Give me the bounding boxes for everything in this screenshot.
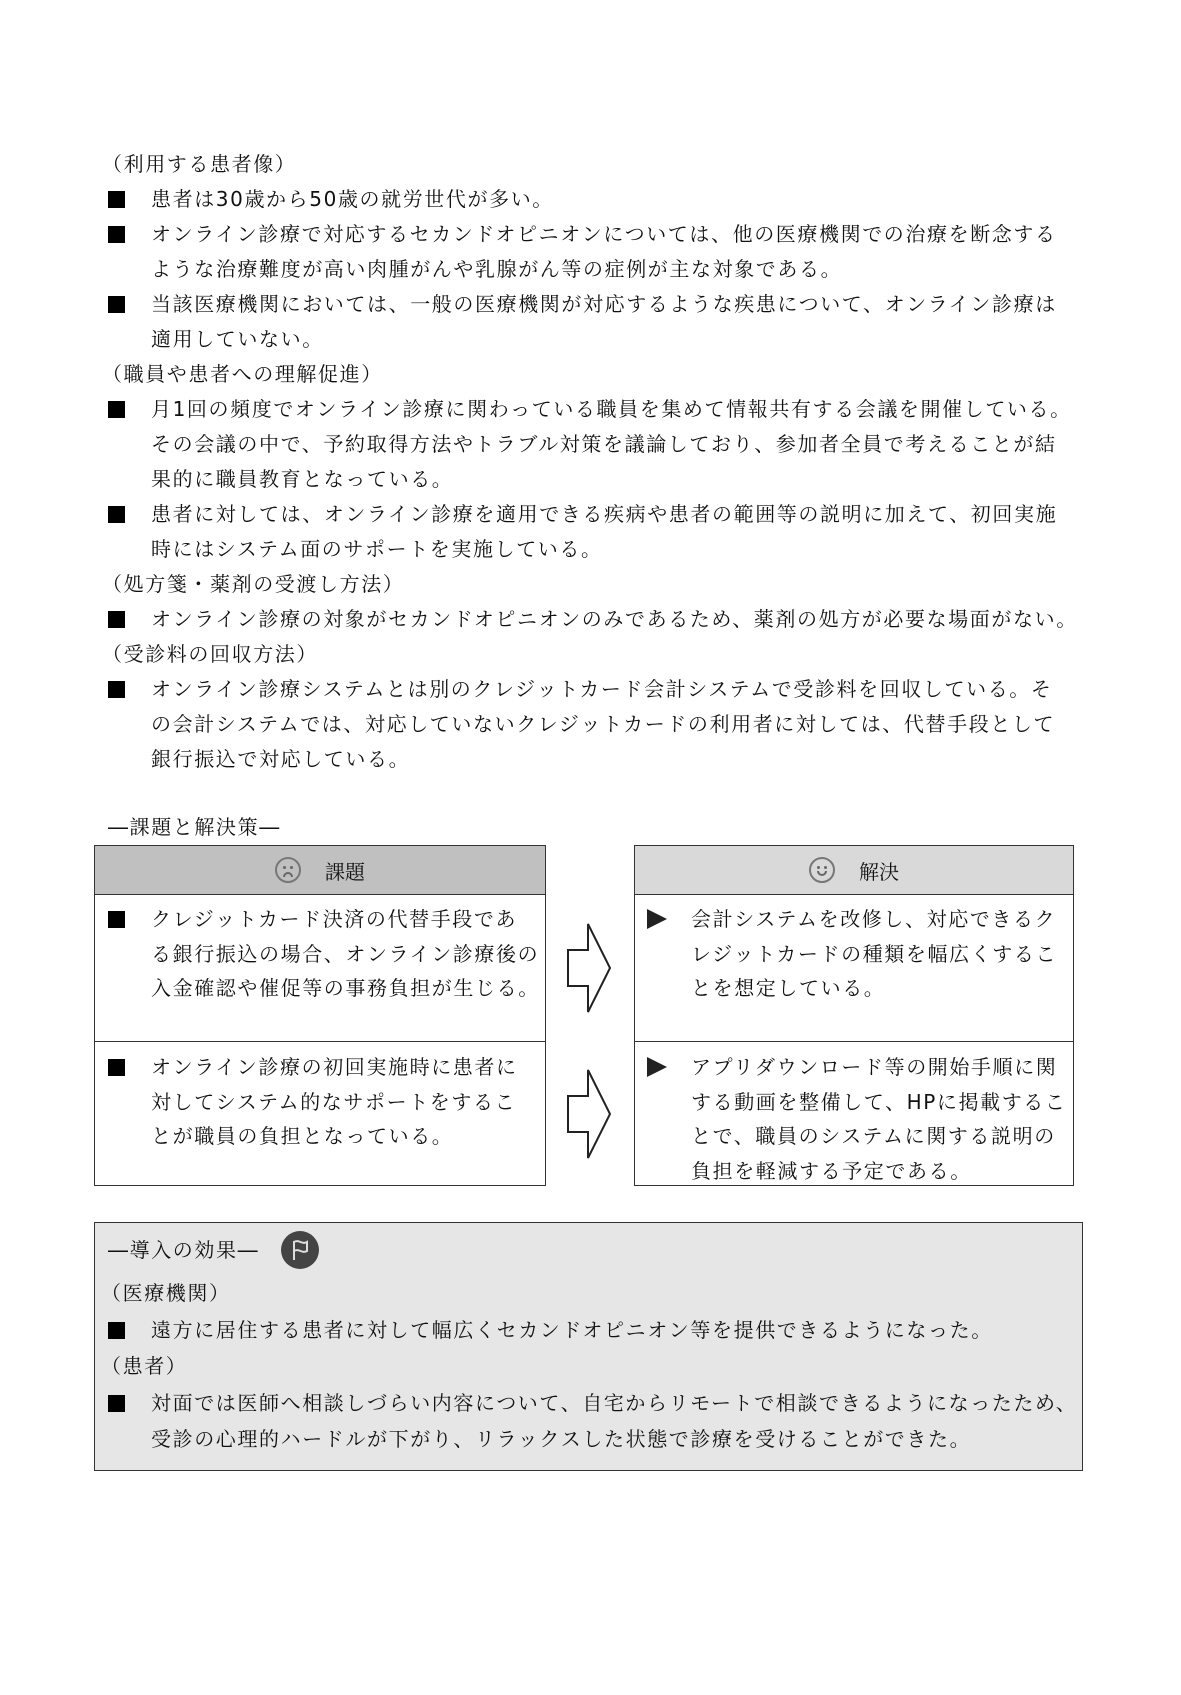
sad-face-icon	[275, 857, 301, 883]
solution-header-label: 解決	[859, 859, 899, 884]
square-bullet-icon	[108, 401, 125, 418]
issue-text: 入金確認や催促等の事務負担が生じる。	[151, 976, 540, 1000]
solution-text: とを想定している。	[691, 976, 886, 1000]
bullet-text: 適用していない。	[151, 327, 324, 351]
square-bullet-icon	[108, 681, 125, 698]
bullet-text: の会計システムでは、対応していないクレジットカードの利用者に対しては、代替手段として	[151, 712, 1056, 736]
square-bullet-icon	[108, 506, 125, 523]
effects-box	[94, 1222, 1083, 1471]
issue-text: オンライン診療の初回実施時に患者に	[151, 1055, 518, 1079]
right-arrow-icon	[566, 922, 612, 1014]
square-bullet-icon	[108, 611, 125, 628]
bullet-text: 果的に職員教育となっている。	[151, 467, 454, 491]
solution-text: 負担を軽減する予定である。	[691, 1158, 972, 1183]
issue-text: クレジットカード決済の代替手段であ	[151, 907, 518, 931]
issue-text: とが職員の負担となっている。	[151, 1124, 454, 1148]
bullet-text: オンライン診療システムとは別のクレジットカード会計システムで受診料を回収している。そ	[151, 677, 1053, 701]
square-bullet-icon	[108, 1059, 125, 1076]
effects-text: 受診の心理的ハードルが下がり、リラックスした状態で診療を受けることができた。	[151, 1427, 972, 1451]
issue-text: 対してシステム的なサポートをするこ	[151, 1089, 517, 1114]
issue-text: る銀行振込の場合、オンライン診療後の	[151, 941, 540, 966]
square-bullet-icon	[108, 226, 125, 243]
bullet-text: その会議の中で、予約取得方法やトラブル対策を議論しており、参加者全員で考えることが結	[151, 432, 1057, 456]
bullet-text: 時にはシステム面のサポートを実施している。	[151, 537, 603, 561]
bullet-text: ような治療難度が高い肉腫がんや乳腺がん等の症例が主な対象である。	[151, 257, 843, 281]
payment-heading: （受診料の回収方法）	[102, 642, 318, 666]
issues-section-title: ―課題と解決策―	[108, 815, 281, 839]
right-arrow-icon	[566, 1068, 612, 1160]
solution-text: する動画を整備して、HPに掲載するこ	[691, 1089, 1067, 1114]
bullet-text: オンライン診療の対象がセカンドオピニオンのみであるため、薬剤の処方が必要な場面がない。	[151, 607, 1078, 631]
issue-column	[94, 845, 546, 1186]
bullet-text: 月1回の頻度でオンライン診療に関わっている職員を集めて情報共有する会議を開催している。	[151, 397, 1072, 421]
profile-heading: （利用する患者像）	[102, 152, 297, 176]
bullet-text: 当該医療機関においては、一般の医療機関が対応するような疾患について、オンライン診療は	[151, 292, 1057, 316]
issue-header	[95, 846, 545, 895]
solution-text: 会計システムを改修し、対応できるク	[691, 907, 1057, 931]
flag-icon	[281, 1231, 319, 1269]
square-bullet-icon	[108, 191, 125, 208]
row-divider	[635, 1041, 1073, 1042]
square-bullet-icon	[108, 1395, 125, 1412]
effects-group-heading: （患者）	[101, 1354, 188, 1378]
arrowhead-bullet-icon	[647, 909, 667, 929]
solution-header	[635, 846, 1073, 895]
prescription-heading: （処方箋・薬剤の受渡し方法）	[102, 572, 405, 596]
solution-text: アプリダウンロード等の開始手順に関	[691, 1055, 1058, 1079]
row-divider	[95, 1041, 545, 1042]
bullet-text: 銀行振込で対応している。	[151, 747, 411, 771]
solution-text: レジットカードの種類を幅広くするこ	[691, 941, 1058, 966]
effects-title: ―導入の効果―	[108, 1238, 260, 1262]
effects-text: 遠方に居住する患者に対して幅広くセカンドオピニオン等を提供できるようになった。	[151, 1318, 993, 1342]
solution-column	[634, 845, 1074, 1186]
bullet-text: 患者に対しては、オンライン診療を適用できる疾病や患者の範囲等の説明に加えて、初回実施	[151, 502, 1058, 526]
square-bullet-icon	[108, 911, 125, 928]
effects-text: 対面では医師へ相談しづらい内容について、自宅からリモートで相談できるようになったため、	[151, 1391, 1078, 1415]
issue-header-label: 課題	[325, 859, 365, 884]
effects-group-heading: （医療機関）	[101, 1281, 231, 1305]
solution-text: とで、職員のシステムに関する説明の	[691, 1124, 1056, 1148]
bullet-text: 患者は30歳から50歳の就労世代が多い。	[151, 187, 554, 211]
understanding-heading: （職員や患者への理解促進）	[102, 362, 383, 386]
arrowhead-bullet-icon	[647, 1057, 667, 1077]
square-bullet-icon	[108, 1322, 125, 1339]
square-bullet-icon	[108, 296, 125, 313]
happy-face-icon	[809, 857, 835, 883]
bullet-text: オンライン診療で対応するセカンドオピニオンについては、他の医療機関での治療を断念する	[151, 222, 1057, 246]
